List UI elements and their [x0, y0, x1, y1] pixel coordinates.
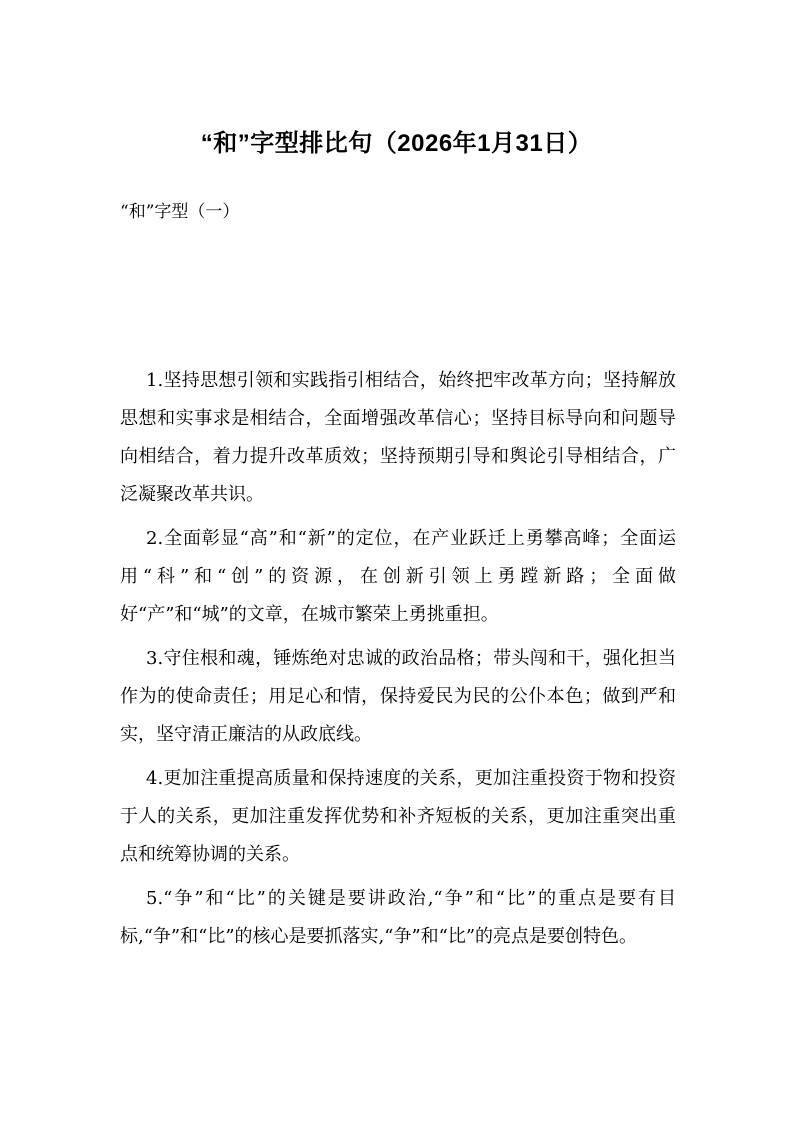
paragraph-3: 3.守住根和魂，锤炼绝对忠诚的政治品格；带头闯和干，强化担当作为的使命责任；用足心和情，保持爱民为民的公仆本色；做到严和实，坚守清正廉洁的从政底线。: [120, 648, 676, 745]
paragraph-1: 1.坚持思想引领和实践指引相结合，始终把牢改革方向；坚持解放思想和实事求是相结合，全面增强改革信心；坚持目标导向和问题导向相结合，着力提升改革质效；坚持预期引导和舆论引导相结合，广泛凝聚改革共识。: [120, 370, 676, 505]
paragraph-2: 2.全面彰显“高”和“新”的定位，在产业跃迁上勇攀高峰；全面运用“科”和“创”的资源，在创新引领上勇蹚新路；全面做好“产”和“城”的文章，在城市繁荣上勇挑重担。: [120, 528, 676, 625]
paragraph-4: 4.更加注重提高质量和保持速度的关系，更加注重投资于物和投资于人的关系，更加注重发挥优势和补齐短板的关系，更加注重突出重点和统筹协调的关系。: [120, 768, 676, 865]
document-body: [120, 362, 676, 962]
paragraph-5: 5.“争”和“比”的关键是要讲政治,“争”和“比”的重点是要有目标,“争”和“比”的核心是要抓落实,“争”和“比”的亮点是要创特色。: [120, 888, 676, 947]
section-heading: “和”字型（一）: [120, 202, 240, 222]
document-title: “和”字型排比句（2026年1月31日）: [200, 130, 593, 157]
